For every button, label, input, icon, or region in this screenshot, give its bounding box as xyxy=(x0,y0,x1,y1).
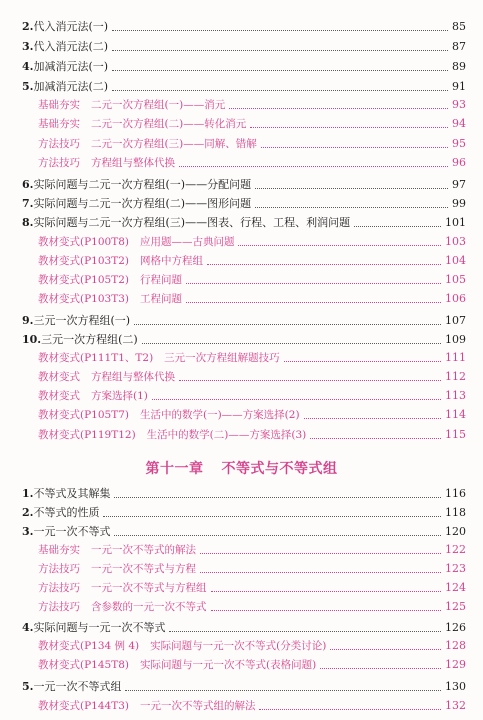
toc-subentry xyxy=(38,349,466,365)
toc-subentry xyxy=(38,252,466,268)
toc-entry xyxy=(22,214,466,230)
toc-entry xyxy=(22,18,466,34)
entry-page-number: 89 xyxy=(452,59,466,73)
leader-dots xyxy=(169,631,441,632)
entry-title: 网格中方程组 xyxy=(139,254,203,267)
leader-dots xyxy=(284,361,441,362)
entry-page-number: 122 xyxy=(445,542,466,556)
toc-subentry xyxy=(38,579,466,595)
entry-title: 工程问题 xyxy=(139,292,182,305)
entry-page-number: 105 xyxy=(445,272,466,286)
leader-dots xyxy=(255,188,448,189)
entry-label: 教材变式(P103T2) xyxy=(38,254,129,267)
entry-page-number: 113 xyxy=(445,388,466,402)
leader-dots xyxy=(125,690,441,691)
entry-title: 三元一次方程组(二) xyxy=(41,333,138,346)
toc-entry xyxy=(22,78,466,94)
toc-subentry xyxy=(38,271,466,287)
entry-title: 一元一次不等式与方程组 xyxy=(91,581,207,594)
leader-dots xyxy=(112,70,448,71)
entry-page-number: 96 xyxy=(452,155,466,169)
leader-dots xyxy=(250,127,448,128)
entry-label: 教材变式(P134 例 4) xyxy=(38,639,140,652)
entry-title: 一元一次不等式 xyxy=(33,525,111,538)
entry-label: 教材变式(P119T12) xyxy=(38,428,136,441)
leader-dots xyxy=(134,324,441,325)
toc-subentry xyxy=(38,406,466,422)
toc-subentry xyxy=(38,560,466,576)
entry-number: 7. xyxy=(22,196,34,210)
entry-title: 代入消元法(二) xyxy=(33,40,109,53)
entry-title: 行程问题 xyxy=(139,273,182,286)
entry-title: 实际问题与一元一次不等式 xyxy=(33,621,166,634)
leader-dots xyxy=(320,668,441,669)
leader-dots xyxy=(211,610,442,611)
leader-dots xyxy=(330,649,441,650)
entry-title: 方程组与整体代换 xyxy=(91,370,175,383)
leader-dots xyxy=(354,226,441,227)
leader-dots xyxy=(255,207,448,208)
entry-label: 方法技巧 xyxy=(38,562,80,575)
chapter-number: 第十一章 xyxy=(145,461,204,477)
leader-dots xyxy=(142,343,441,344)
toc-entry xyxy=(22,312,466,328)
entry-title: 生活中的数学(二)——方案选择(3) xyxy=(146,428,307,441)
entry-number: 3. xyxy=(22,39,34,53)
entry-number: 10. xyxy=(22,332,42,346)
entry-title: 二元一次方程组(二)——转化消元 xyxy=(91,117,247,130)
entry-title: 方程组与整体代换 xyxy=(91,156,175,169)
entry-page-number: 120 xyxy=(445,524,466,538)
toc-subentry xyxy=(38,598,466,614)
entry-number: 3. xyxy=(22,524,34,538)
leader-dots xyxy=(238,245,441,246)
entry-title: 方案选择(1) xyxy=(91,389,148,402)
toc-subentry xyxy=(38,115,466,131)
entry-page-number: 126 xyxy=(445,620,466,634)
entry-page-number: 114 xyxy=(445,407,466,421)
entry-label: 教材变式 xyxy=(38,389,80,402)
entry-label: 基础夯实 xyxy=(38,117,80,130)
entry-page-number: 85 xyxy=(452,19,466,33)
entry-title: 一元一次不等式组的解法 xyxy=(139,699,256,712)
leader-dots xyxy=(304,418,441,419)
entry-page-number: 103 xyxy=(445,234,466,248)
entry-number: 2. xyxy=(22,19,34,33)
leader-dots xyxy=(112,50,448,51)
entry-number: 5. xyxy=(22,679,34,693)
leader-dots xyxy=(207,264,441,265)
entry-number: 8. xyxy=(22,215,34,229)
toc-entry xyxy=(22,523,466,539)
entry-page-number: 107 xyxy=(445,313,466,327)
entry-page-number: 104 xyxy=(445,253,466,267)
entry-label: 教材变式(P105T7) xyxy=(38,408,129,421)
toc-entry xyxy=(22,58,466,74)
entry-page-number: 94 xyxy=(452,116,466,130)
leader-dots xyxy=(179,166,448,167)
leader-dots xyxy=(179,380,441,381)
leader-dots xyxy=(211,591,442,592)
entry-title: 实际问题与二元一次方程组(一)——分配问题 xyxy=(33,178,252,191)
entry-title: 三元一次方程组(一) xyxy=(33,314,131,327)
entry-page-number: 106 xyxy=(445,291,466,305)
entry-page-number: 123 xyxy=(445,561,466,575)
toc-subentry xyxy=(38,154,466,170)
leader-dots xyxy=(114,535,441,536)
entry-page-number: 115 xyxy=(445,427,466,441)
entry-number: 4. xyxy=(22,59,34,73)
entry-label: 教材变式(P105T2) xyxy=(38,273,129,286)
entry-number: 6. xyxy=(22,177,34,191)
entry-page-number: 91 xyxy=(452,79,466,93)
entry-title: 实际问题与一元一次不等式(分类讨论) xyxy=(150,639,327,652)
entry-label: 基础夯实 xyxy=(38,543,80,556)
leader-dots xyxy=(229,108,448,109)
toc-subentry xyxy=(38,233,466,249)
toc-subentry xyxy=(38,637,466,653)
leader-dots xyxy=(112,90,448,91)
entry-page-number: 132 xyxy=(445,698,466,712)
entry-page-number: 101 xyxy=(445,215,466,229)
entry-label: 教材变式(P145T8) xyxy=(38,658,129,671)
toc-subentry xyxy=(38,426,466,442)
entry-title: 一元一次不等式与方程 xyxy=(91,562,196,575)
toc-entry xyxy=(22,504,466,520)
entry-title: 应用题——古典问题 xyxy=(139,235,235,248)
entry-label: 基础夯实 xyxy=(38,98,80,111)
chapter-heading xyxy=(0,458,483,478)
entry-page-number: 124 xyxy=(445,580,466,594)
entry-title: 不等式及其解集 xyxy=(33,487,111,500)
leader-dots xyxy=(200,572,441,573)
entry-page-number: 97 xyxy=(452,177,466,191)
entry-title: 二元一次方程组(一)——消元 xyxy=(91,98,226,111)
entry-title: 一元一次不等式的解法 xyxy=(91,543,196,556)
entry-number: 2. xyxy=(22,505,34,519)
entry-number: 9. xyxy=(22,313,34,327)
toc-entry xyxy=(22,38,466,54)
entry-page-number: 87 xyxy=(452,39,466,53)
entry-number: 1. xyxy=(22,486,34,500)
toc-subentry xyxy=(38,368,466,384)
entry-title: 加减消元法(二) xyxy=(33,80,109,93)
entry-page-number: 99 xyxy=(452,196,466,210)
entry-title: 三元一次方程组解题技巧 xyxy=(164,351,280,364)
toc-subentry xyxy=(38,387,466,403)
entry-page-number: 128 xyxy=(445,638,466,652)
entry-page-number: 118 xyxy=(445,505,466,519)
leader-dots xyxy=(114,497,441,498)
entry-page-number: 129 xyxy=(445,657,466,671)
entry-page-number: 111 xyxy=(445,350,466,364)
entry-label: 方法技巧 xyxy=(38,600,80,613)
entry-page-number: 130 xyxy=(445,679,466,693)
leader-dots xyxy=(310,438,441,439)
entry-label: 教材变式 xyxy=(38,370,80,383)
leader-dots xyxy=(103,516,441,517)
entry-page-number: 125 xyxy=(445,599,466,613)
toc-entry xyxy=(22,176,466,192)
leader-dots xyxy=(112,30,448,31)
toc-subentry xyxy=(38,656,466,672)
entry-number: 4. xyxy=(22,620,34,634)
entry-title: 代入消元法(一) xyxy=(33,20,109,33)
entry-page-number: 109 xyxy=(445,332,466,346)
entry-page-number: 95 xyxy=(452,136,466,150)
leader-dots xyxy=(186,302,441,303)
chapter-title: 不等式与不等式组 xyxy=(221,461,338,477)
leader-dots xyxy=(261,147,448,148)
entry-label: 方法技巧 xyxy=(38,581,80,594)
entry-page-number: 116 xyxy=(445,486,466,500)
toc-entry xyxy=(22,678,466,694)
entry-page-number: 112 xyxy=(445,369,466,383)
entry-number: 5. xyxy=(22,79,34,93)
toc-subentry xyxy=(38,697,466,713)
entry-title: 实际问题与二元一次方程组(三)——图表、行程、工程、利润问题 xyxy=(33,216,351,229)
entry-label: 教材变式(P100T8) xyxy=(38,235,129,248)
leader-dots xyxy=(152,399,441,400)
leader-dots xyxy=(259,709,441,710)
toc-entry xyxy=(22,619,466,635)
entry-title: 含参数的一元一次不等式 xyxy=(91,600,207,613)
toc-subentry xyxy=(38,541,466,557)
leader-dots xyxy=(186,283,441,284)
entry-title: 生活中的数学(一)——方案选择(2) xyxy=(139,408,300,421)
entry-title: 加减消元法(一) xyxy=(33,60,109,73)
entry-title: 实际问题与二元一次方程组(二)——图形问题 xyxy=(33,197,252,210)
entry-title: 一元一次不等式组 xyxy=(33,680,122,693)
entry-label: 方法技巧 xyxy=(38,137,80,150)
leader-dots xyxy=(200,553,441,554)
entry-page-number: 93 xyxy=(452,97,466,111)
entry-label: 教材变式(P144T3) xyxy=(38,699,129,712)
entry-title: 不等式的性质 xyxy=(33,506,100,519)
toc-entry xyxy=(22,485,466,501)
entry-title: 二元一次方程组(三)——同解、错解 xyxy=(91,137,257,150)
toc-subentry xyxy=(38,96,466,112)
toc-entry xyxy=(22,331,466,347)
toc-subentry xyxy=(38,290,466,306)
entry-title: 实际问题与一元一次不等式(表格问题) xyxy=(139,658,317,671)
entry-label: 方法技巧 xyxy=(38,156,80,169)
entry-label: 教材变式(P111T1、T2) xyxy=(38,351,154,364)
toc-subentry xyxy=(38,135,466,151)
entry-label: 教材变式(P103T3) xyxy=(38,292,129,305)
toc-entry xyxy=(22,195,466,211)
